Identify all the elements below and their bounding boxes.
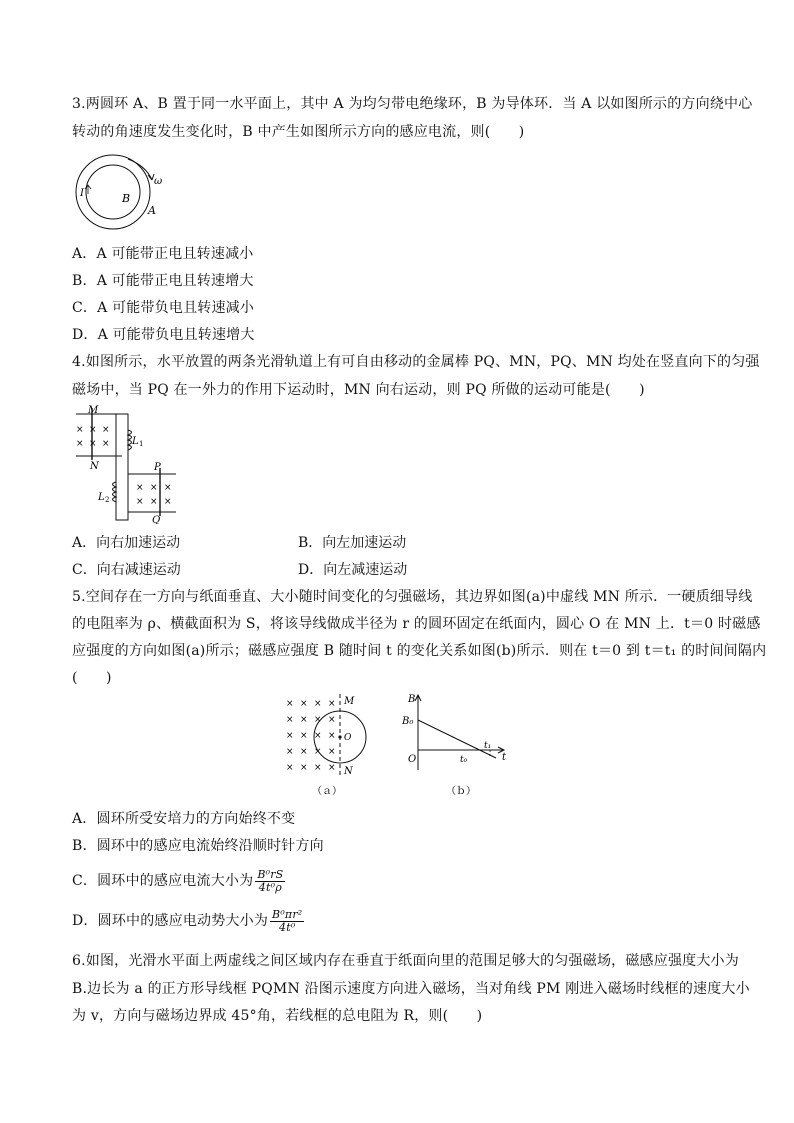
svg-text:×: × <box>136 497 144 507</box>
caption-a: （ａ） <box>312 786 342 797</box>
label-b: B <box>122 192 131 205</box>
q3-option-a[interactable]: A．A 可能带正电且转速减小 <box>72 246 254 262</box>
label-n: N <box>90 461 99 472</box>
fraction-c: $\frac{\text{B⁰rS}}{\text{4t⁰ρ}}$ <box>257 867 284 894</box>
svg-text:×: × <box>300 715 308 725</box>
svg-text:×: × <box>314 699 322 709</box>
svg-text:×: × <box>300 731 308 741</box>
q5-option-d[interactable]: D．圆环中的感应电动势大小为 $\frac{\text{B⁰πr²}}{\text{4t⁰}}$ <box>72 907 303 934</box>
svg-text:1: 1 <box>139 440 144 448</box>
q6-stem-line3: 为 v，方向与磁场边界成 45°角，若线框的总电阻为 R，则( ) <box>72 1008 483 1024</box>
svg-text:×: × <box>314 763 322 773</box>
svg-text:t: t <box>502 752 507 763</box>
svg-text:×: × <box>136 483 144 493</box>
svg-text:×: × <box>286 699 294 709</box>
svg-text:×: × <box>150 483 158 493</box>
q4-stem-line1: 4.如图所示，水平放置的两条光滑轨道上有可自由移动的金属棒 PQ、MN，PQ、MN 均处在竖直向下的匀强 <box>72 354 760 370</box>
q3-stem-line1: 3.两圆环 A、B 置于同一水平面上，其中 A 为均匀带电绝缘环，B 为导体环．当 A 以如图所示的方向绕中心 <box>72 96 753 112</box>
ring-a <box>76 155 150 229</box>
coil-l1-icon <box>128 430 132 450</box>
q3-option-b[interactable]: B．A 可能带正电且转速增大 <box>72 273 254 289</box>
q4-option-c[interactable]: C．向右减速运动 <box>72 562 181 578</box>
q3-figure-rings <box>70 150 170 232</box>
q6-stem-line2: B.边长为 a 的正方形导线框 PQMN 沿图示速度方向进入磁场，当对角线 PM 刚进入磁场时线框的速度大小 <box>72 981 750 997</box>
q3-stem-line2: 转动的角速度发生变化时，B 中产生如图所示方向的感应电流，则( ) <box>72 124 525 140</box>
svg-text:2: 2 <box>105 496 110 504</box>
caption-b: （ｂ） <box>446 786 476 797</box>
label-q: Q <box>152 515 161 524</box>
svg-text:B₀: B₀ <box>402 716 414 727</box>
svg-text:×: × <box>314 747 322 757</box>
svg-text:×: × <box>89 425 97 435</box>
label-a: A <box>148 204 156 217</box>
q5-figure-a <box>282 692 382 802</box>
q4-option-a[interactable]: A．向右加速运动 <box>72 535 181 551</box>
q5-option-c[interactable]: C．圆环中的感应电流大小为 $\frac{\text{B⁰rS}}{\text{4t⁰ρ}}$ <box>72 867 284 894</box>
svg-text:×: × <box>300 763 308 773</box>
svg-text:t₁: t₁ <box>484 741 492 751</box>
svg-text:O: O <box>408 754 417 765</box>
coil-l2-icon <box>113 482 117 502</box>
svg-text:×: × <box>76 439 84 449</box>
svg-text:×: × <box>164 497 172 507</box>
q5-stem-line3: 应强度的方向如图(a)所示；磁感应强度 B 随时间 t 的变化关系如图(b)所示．则在 t＝0 到 t＝t₁ 的时间间隔内 <box>72 643 767 659</box>
svg-text:×: × <box>76 425 84 435</box>
svg-text:×: × <box>328 715 336 725</box>
b-t-line <box>418 720 496 758</box>
svg-text:M: M <box>344 696 355 707</box>
omega-arrow-icon <box>128 159 152 180</box>
q3-option-c[interactable]: C．A 可能带负电且转速减小 <box>72 300 255 316</box>
svg-text:×: × <box>164 483 172 493</box>
label-l1: L <box>132 436 139 447</box>
svg-text:×: × <box>328 763 336 773</box>
svg-text:N: N <box>344 766 353 777</box>
svg-text:×: × <box>150 497 158 507</box>
label-omega: ω <box>154 176 163 187</box>
q5-stem-line4: ( ) <box>72 670 112 686</box>
q3-option-d[interactable]: D．A 可能带负电且转速增大 <box>72 327 255 343</box>
label-p: P <box>154 462 161 473</box>
svg-text:×: × <box>286 731 294 741</box>
q5-option-a[interactable]: A．圆环所受安培力的方向始终不变 <box>72 811 296 827</box>
fraction-d: $\frac{\text{B⁰πr²}}{\text{4t⁰}}$ <box>272 907 303 934</box>
svg-text:×: × <box>300 747 308 757</box>
svg-text:×: × <box>300 699 308 709</box>
q5-option-b[interactable]: B．圆环中的感应电流始终沿顺时针方向 <box>72 838 324 854</box>
svg-text:×: × <box>102 439 110 449</box>
q4-option-d[interactable]: D．向左减速运动 <box>298 562 408 578</box>
svg-text:×: × <box>314 731 322 741</box>
svg-text:×: × <box>286 715 294 725</box>
q4-figure-rails <box>72 404 188 524</box>
label-m: M <box>88 405 99 416</box>
svg-text:×: × <box>286 763 294 773</box>
svg-text:t₀: t₀ <box>460 755 468 765</box>
ring-b <box>86 165 140 219</box>
svg-text:×: × <box>328 747 336 757</box>
q5-stem-line1: 5.空间存在一方向与纸面垂直、大小随时间变化的匀强磁场，其边界如图(a)中虚线 MN 所示．一硬质细导线 <box>72 589 753 605</box>
label-l2: L <box>98 492 105 503</box>
q4-stem-line2: 磁场中，当 PQ 在一外力的作用下运动时，MN 向右运动，则 PQ 所做的运动可能是( ) <box>72 382 645 398</box>
svg-text:O: O <box>344 733 352 743</box>
svg-text:×: × <box>286 747 294 757</box>
q5-figure-b <box>398 692 510 802</box>
svg-text:×: × <box>328 699 336 709</box>
q4-option-b[interactable]: B．向左加速运动 <box>298 535 407 551</box>
svg-text:B: B <box>408 694 416 705</box>
svg-text:×: × <box>89 439 97 449</box>
q6-stem-line1: 6.如图，光滑水平面上两虚线之间区域内存在垂直于纸面向里的范围足够大的匀强磁场，磁感应强度大小为 <box>72 953 739 969</box>
label-i: I <box>80 188 84 199</box>
q5-stem-line2: 的电阻率为 ρ、横截面积为 S，将该导线做成半径为 r 的圆环固定在纸面内，圆心 O 在 MN 上．t＝0 时磁感 <box>72 616 761 632</box>
svg-text:×: × <box>314 715 322 725</box>
svg-text:×: × <box>102 425 110 435</box>
svg-text:×: × <box>328 731 336 741</box>
